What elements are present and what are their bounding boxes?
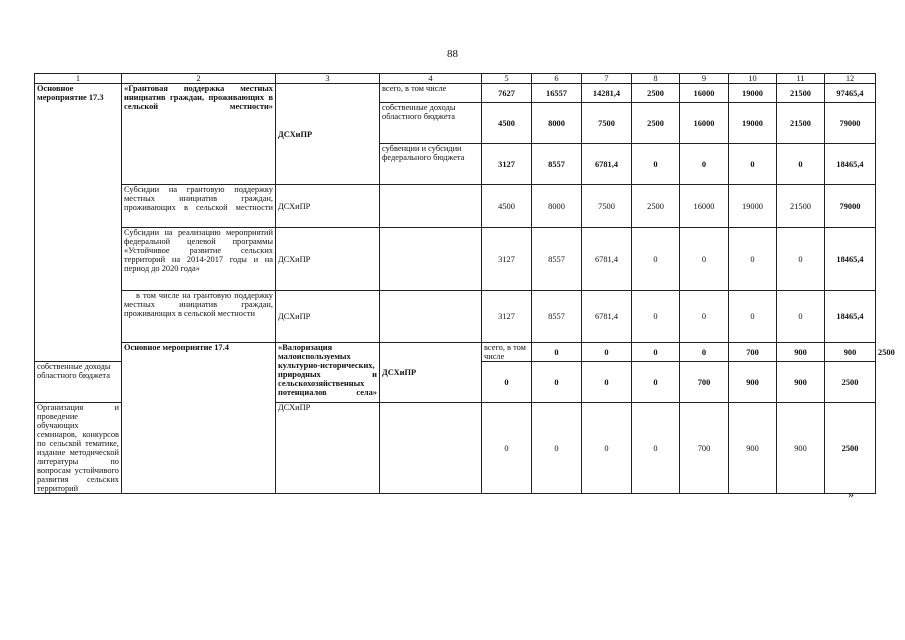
value-cell: 8557 (532, 228, 582, 291)
executor: ДСХиПР (276, 291, 380, 343)
value-cell: 97465,4 (825, 84, 876, 103)
value-cell: 900 (777, 343, 825, 362)
funding-source: собственные доходы областного бюджета (380, 103, 482, 144)
value-cell: 0 (632, 362, 680, 403)
value-cell: 8000 (532, 185, 582, 228)
value-cell: 14281,4 (582, 84, 632, 103)
closing-quote-mark: » (848, 487, 854, 501)
column-number: 11 (777, 74, 825, 84)
funding-source: всего, в том числе (380, 84, 482, 103)
table-row (35, 185, 876, 228)
value-cell: 3127 (482, 228, 532, 291)
activity-name: «Грантовая поддержка местных инициатив граждан, проживающих в сельской местности» (122, 84, 276, 185)
value-cell: 8557 (532, 291, 582, 343)
subitem-name: Субсидии на грантовую поддержку местных инициатив граждан, проживающих в сельской местности (122, 185, 276, 228)
value-cell: 6781,4 (582, 144, 632, 185)
value-cell: 0 (632, 403, 680, 494)
column-number: 1 (35, 74, 122, 84)
value-cell: 0 (532, 343, 582, 362)
value-cell: 0 (532, 362, 582, 403)
value-cell: 16000 (680, 185, 729, 228)
value-cell: 0 (729, 144, 777, 185)
value-cell: 2500 (632, 84, 680, 103)
value-cell: 21500 (777, 103, 825, 144)
column-number: 12 (825, 74, 876, 84)
value-cell: 79000 (825, 103, 876, 144)
value-cell: 0 (582, 343, 632, 362)
activity-code: Основное мероприятие 17.3 (35, 84, 122, 362)
column-number: 8 (632, 74, 680, 84)
value-cell: 4500 (482, 103, 532, 144)
table-row: Основное мероприятие 17.4 «Валоризация малоиспользуемых культурно-исторических, природных и сельскохозяйственных потенциалов села» ДСХиПР всего, в том числе 0 0 0 0 700 900 900 2500 (35, 343, 876, 362)
subitem-name: в том числе на грантовую поддержку местных инициатив граждан, проживающих в сельской местности (122, 291, 276, 343)
subitem-name: Субсидии на реализацию мероприятий федеральной целевой программы «Устойчивое развитие сельских территорий на 2014-2017 годы и на период до 2020 года» (122, 228, 276, 291)
value-cell: 900 (825, 343, 876, 362)
value-cell: 2500 (632, 103, 680, 144)
value-cell: 0 (777, 228, 825, 291)
executor: ДСХиПР (276, 185, 380, 228)
value-cell: 0 (632, 144, 680, 185)
value-cell: 19000 (729, 103, 777, 144)
activity-code: Основное мероприятие 17.4 (122, 343, 276, 494)
page-number: 88 (447, 48, 458, 60)
value-cell: 3127 (482, 291, 532, 343)
value-cell: 0 (680, 291, 729, 343)
executor: ДСХиПР (276, 228, 380, 291)
value-cell: 700 (729, 343, 777, 362)
value-cell: 700 (680, 403, 729, 494)
value-cell: 2500 (825, 403, 876, 494)
value-cell: 0 (582, 362, 632, 403)
table-row (35, 84, 876, 103)
column-number-row (35, 74, 876, 84)
value-cell: 19000 (729, 84, 777, 103)
activity-name: «Валоризация малоиспользуемых культурно-исторических, природных и сельскохозяйственных потенциалов села» (276, 343, 380, 403)
value-cell: 0 (532, 403, 582, 494)
value-cell: 6781,4 (582, 291, 632, 343)
value-cell: 3127 (482, 144, 532, 185)
value-cell: 16557 (532, 84, 582, 103)
value-cell: 19000 (729, 185, 777, 228)
value-cell: 8000 (532, 103, 582, 144)
column-number: 2 (122, 74, 276, 84)
value-cell: 0 (777, 144, 825, 185)
value-cell: 21500 (777, 84, 825, 103)
column-number: 6 (532, 74, 582, 84)
value-cell: 16000 (680, 103, 729, 144)
value-cell: 700 (680, 362, 729, 403)
executor: ДСХиПР (380, 343, 482, 403)
funding-source (380, 228, 482, 291)
value-cell: 0 (632, 228, 680, 291)
column-number: 3 (276, 74, 380, 84)
value-cell: 7627 (482, 84, 532, 103)
value-cell: 0 (680, 144, 729, 185)
value-cell: 900 (729, 403, 777, 494)
value-cell: 18465,4 (825, 228, 876, 291)
subitem-name: Организация и проведение обучающих семинаров, конкурсов по сельской тематике, издание методической литературы по вопросам устойчивого развития сельских территорий (35, 403, 122, 494)
executor: ДСХиПР (276, 84, 380, 185)
table-row (35, 228, 876, 291)
funding-source (380, 291, 482, 343)
value-cell: 79000 (825, 185, 876, 228)
column-number: 9 (680, 74, 729, 84)
value-cell: 21500 (777, 185, 825, 228)
value-cell: 0 (729, 291, 777, 343)
value-cell: 18465,4 (825, 144, 876, 185)
value-cell: 0 (680, 228, 729, 291)
value-cell: 0 (777, 291, 825, 343)
value-cell: 0 (632, 291, 680, 343)
value-cell: 2500 (632, 185, 680, 228)
value-cell: 7500 (582, 185, 632, 228)
value-cell: 16000 (680, 84, 729, 103)
budget-table (34, 73, 895, 494)
value-cell: 18465,4 (825, 291, 876, 343)
value-cell: 0 (482, 362, 532, 403)
funding-source: собственные доходы областного бюджета (35, 362, 122, 403)
value-cell: 7500 (582, 103, 632, 144)
value-cell: 0 (729, 228, 777, 291)
table-row (35, 291, 876, 343)
column-number: 10 (729, 74, 777, 84)
value-cell: 4500 (482, 185, 532, 228)
value-cell: 0 (482, 403, 532, 494)
funding-source (380, 403, 482, 494)
value-cell: 2500 (825, 362, 876, 403)
value-cell: 0 (680, 343, 729, 362)
executor: ДСХиПР (276, 403, 380, 494)
funding-source: субвенции и субсидии федерального бюджета (380, 144, 482, 185)
column-number: 4 (380, 74, 482, 84)
column-number: 7 (582, 74, 632, 84)
funding-source: всего, в том числе (482, 343, 532, 362)
value-cell: 900 (777, 362, 825, 403)
funding-source (380, 185, 482, 228)
value-cell: 8557 (532, 144, 582, 185)
column-number: 5 (482, 74, 532, 84)
value-cell: 900 (729, 362, 777, 403)
value-cell: 6781,4 (582, 228, 632, 291)
value-cell: 0 (582, 403, 632, 494)
value-cell: 900 (777, 403, 825, 494)
value-cell: 0 (632, 343, 680, 362)
